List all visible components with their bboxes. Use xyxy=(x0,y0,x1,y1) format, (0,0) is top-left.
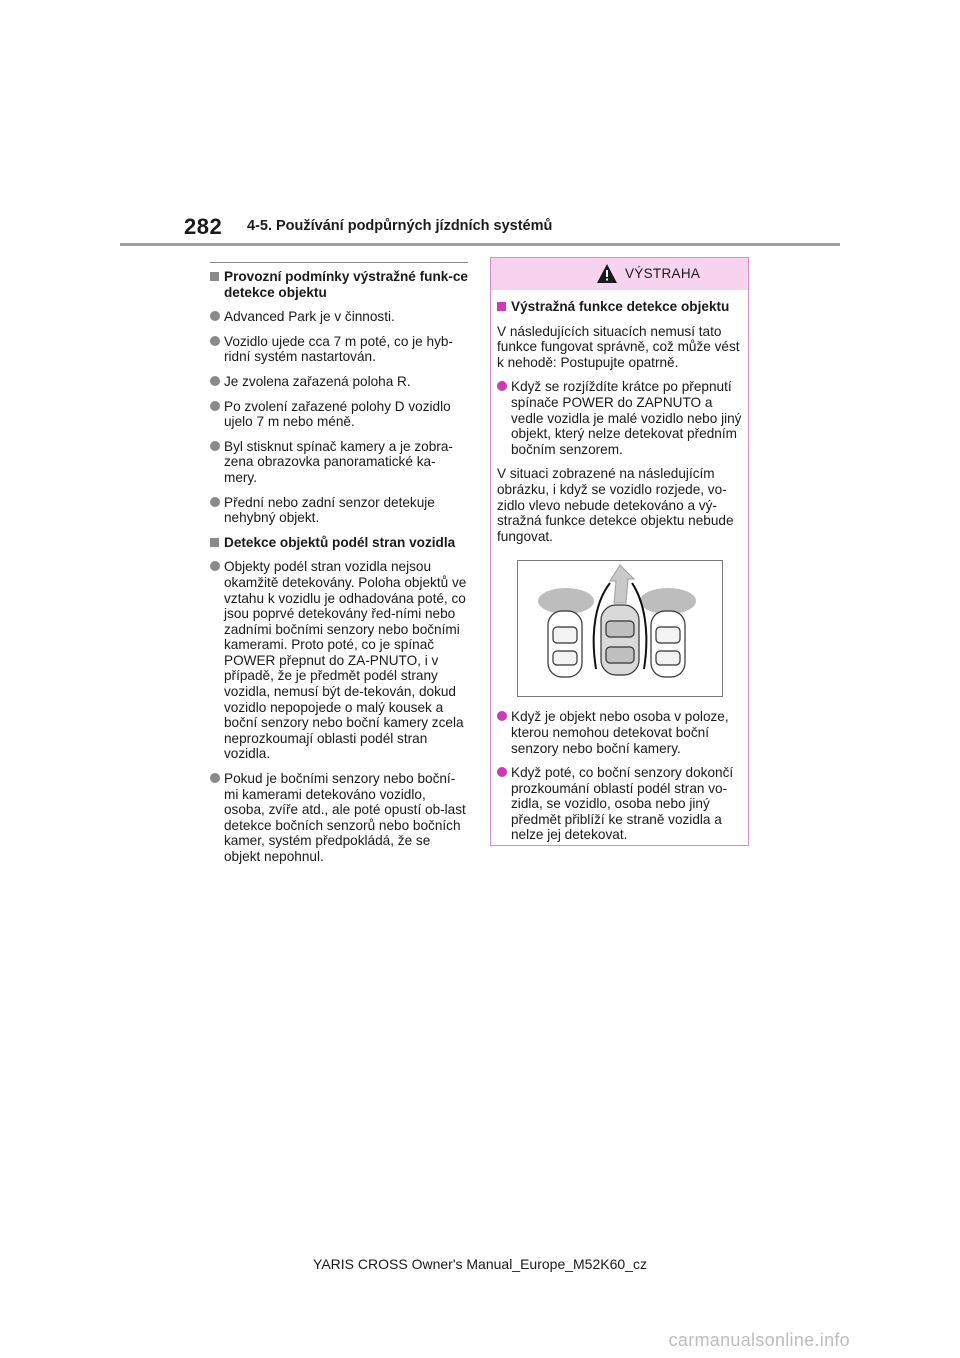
list-item-text: Objekty podél stran vozidla nejsou okamžitě detekovány. Poloha objektů ve vztahu k vozidlu je odhadována poté, co jsou poprvé detekovány řed-ními nebo zadními bočními senzory nebo bočními kamerami. Proto poté, co je spínač POWER přepnut do ZA-PNUTO, i v případě, že je předmět podél strany vozidla, nemusí být de-tekován, dokud vozidlo nepopojede o malý kousek a boční senzory nebo boční kamery zcela neprozkoumají oblasti podél stran vozidla. xyxy=(224,559,467,762)
left-column xyxy=(210,262,468,874)
list-item xyxy=(210,771,468,865)
list-item xyxy=(497,709,742,756)
list-item xyxy=(497,379,742,457)
warning-paragraph: V situaci zobrazené na následujícím obrázku, i když se vozidlo rozjede, vo-zidlo vlevo nebude detekováno a vý-stražná funkce detekce objektu nebude fungovat. xyxy=(497,466,734,544)
list-item-text: Je zvolena zařazená poloha R. xyxy=(224,373,411,389)
header-rule xyxy=(120,243,840,246)
list-item-text: Po zvolení zařazené polohy D vozidlo ujelo 7 m nebo méně. xyxy=(224,398,451,430)
list-item-text: Pokud je bočními senzory nebo boční-mi kamerami detekováno vozidlo, osoba, zvíře atd., ale poté opustí ob-last detekce bočních senzorů nebo bočních kamer, systém předpokládá, že se objekt nepohnul. xyxy=(224,771,466,864)
heading-text: Výstražná funkce detekce objektu xyxy=(511,299,730,314)
circle-bullet-icon xyxy=(497,767,507,777)
list-item-text: Byl stisknut spínač kamery a je zobra-zena obrazovka panoramatické ka-mery. xyxy=(224,438,453,485)
own-car xyxy=(601,605,639,675)
list-item xyxy=(210,559,468,762)
footer-manual-id: YARIS CROSS Owner's Manual_Europe_M52K60_cz xyxy=(313,1256,647,1272)
list-item xyxy=(210,374,468,390)
warning-box xyxy=(490,257,749,846)
heading-operating-conditions xyxy=(210,269,468,300)
list-item xyxy=(210,309,468,325)
car-right xyxy=(651,611,685,677)
list-item-text: Advanced Park je v činnosti. xyxy=(224,309,395,325)
list-item xyxy=(210,399,468,430)
square-bullet-icon xyxy=(497,302,506,311)
circle-bullet-icon xyxy=(210,311,220,321)
warning-title: VÝSTRAHA xyxy=(625,266,701,281)
list-item-text: Vozidlo ujede cca 7 m poté, co je hyb-ridní systém nastartován. xyxy=(224,333,453,365)
circle-bullet-icon xyxy=(210,401,220,411)
circle-bullet-icon xyxy=(210,441,220,451)
list-item xyxy=(210,495,468,526)
detection-area-right xyxy=(640,588,696,614)
heading-text: Provozní podmínky výstražné funk-ce detekce objektu xyxy=(224,269,468,300)
motion-arrow-icon xyxy=(610,565,634,603)
circle-bullet-icon xyxy=(497,381,507,391)
page-number: 282 xyxy=(184,214,223,239)
warning-intro: V následujících situacích nemusí tato funkce fungovat správně, což může vést k nehodě: Postupujte opatrně. xyxy=(497,323,740,370)
square-bullet-icon xyxy=(210,538,219,547)
warning-header xyxy=(491,258,748,290)
list-item xyxy=(210,334,468,365)
warning-heading xyxy=(497,299,742,315)
list-item-text: Přední nebo zadní senzor detekuje nehybný objekt. xyxy=(224,494,435,526)
list-item-text: Když se rozjíždíte krátce po přepnutí spínače POWER do ZAPNUTO a vedle vozidla je malé vozidlo nebo jiný objekt, který nelze detekovat předním bočním senzorem. xyxy=(511,379,742,457)
square-bullet-icon xyxy=(210,272,219,281)
circle-bullet-icon xyxy=(210,336,220,346)
circle-bullet-icon xyxy=(210,497,220,507)
list-item xyxy=(210,439,468,486)
list-item-text: Když poté, co boční senzory dokončí prozkoumání oblastí podél stran vo-zidla, se vozidlo, osoba nebo jiný předmět přiblíží ke straně vozidla a nelze jej detekovat. xyxy=(511,765,734,843)
warning-body xyxy=(491,290,748,843)
list-item-text: Když je objekt nebo osoba v poloze, kterou nemohou detekovat boční senzory nebo boční kamery. xyxy=(511,709,729,756)
circle-bullet-icon xyxy=(497,711,507,721)
list-item xyxy=(497,765,742,843)
heading-text: Detekce objektů podél stran vozidla xyxy=(224,534,456,550)
circle-bullet-icon xyxy=(210,376,220,386)
section-rule xyxy=(210,262,468,263)
circle-bullet-icon xyxy=(210,561,220,571)
circle-bullet-icon xyxy=(210,773,220,783)
parking-illustration xyxy=(517,560,723,697)
detection-area-left xyxy=(538,588,594,614)
parking-diagram xyxy=(518,561,722,696)
heading-side-detection xyxy=(210,535,468,551)
warning-triangle-icon xyxy=(596,263,618,285)
watermark: carmanualsonline.info xyxy=(668,1330,850,1350)
section-title: 4-5. Používání podpůrných jízdních systémů xyxy=(247,218,553,234)
car-left xyxy=(548,611,582,677)
